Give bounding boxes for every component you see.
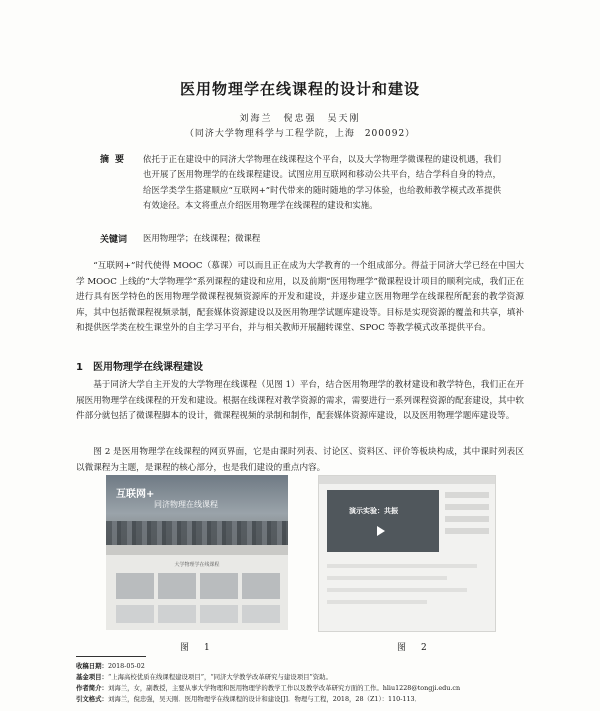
footnote-rule [76,656,146,657]
affiliation: （同济大学物理科学与工程学院，上海 200092） [184,129,416,139]
section-paragraph-1: 基于同济大学自主开发的大学物理在线课程（见图 1）平台，结合医用物理学的教材建设和教学特色，我们正在开展医用物理学在线课程的开发和建设。根据在线课程对教学资源的需求，需要进行一系列课程资源的配套建设，其中软件部分就包括了微课程脚本的设计，微课程视频的录制和制作，配套媒体资源库建设，以及医用物理学题库建设等。 [76,380,524,422]
fig2-text-line [327,588,467,592]
abstract-label: 摘要 [100,155,131,165]
footnote-value: 2018-05-02 [107,662,145,670]
fig2-top-bar [319,476,495,484]
fig1-thumbnail [242,573,280,599]
footnote-received [76,661,536,671]
figure-2-caption: 图 2 [397,643,430,653]
fig1-nav-bar [106,545,288,555]
figure-2-screenshot [318,475,496,632]
footnote-label: 作者简介： [76,684,108,692]
figure-1-screenshot [106,475,288,630]
paper-title: 医用物理学在线课程的设计和建设 [179,80,420,98]
footnote-value: 刘海兰，女，副教授，主要从事大学物理和医用物理学的教学工作以及教学改革研究方面的工作。hliu1228@tongji.edu.cn [107,684,461,692]
fig2-text-line [327,600,427,604]
fig2-sidebar-item [445,528,489,534]
fig1-thumbnail [158,573,196,599]
footnote-value: 刘海兰，倪忠强，吴天刚．医用物理学在线课程的设计和建设[J]．物理与工程，2018，28（Z1）：110-113． [107,695,421,703]
section-heading: 1 医用物理学在线课程建设 [76,362,203,373]
footnote-author [76,683,536,693]
intro-paragraph: “互联网+”时代使得 MOOC（慕课）可以而且正在成为大学教育的一个组成部分。得益于同济大学已经在中国大学 MOOC 上线的“大学物理学”系列课程的建设和应用，以及前期“医用物理学”微课程设计项目的顺利完成，我们正在进行具有医学特色的医用物理学微课程视频资源库的开发和建设，并逐步建立医用物理学在线课程所配套的教学资源库，其中包括微课程视频录制，配套媒体资源建设以及医用物理学试题库建设等。目标是实现资源的覆盖和共享，填补和提供医学类在校生课堂外的自主学习平台，并与相关教师开展翻转课堂、SPOC 等教学模式改革提供平台。 [76,261,524,334]
fig2-sidebar-item [445,492,489,498]
footnote-label: 基金项目： [76,673,108,681]
section-paragraph-2: 图 2 是医用物理学在线课程的网页界面，它是由课时列表、讨论区、资料区、评价等板块构成，其中课时列表区以微课程为主题，是课程的核心部分，也是我们建设的重点内容。 [76,447,524,473]
fig2-video-player [327,490,439,552]
footnote-citation [76,694,536,704]
fig2-video-title: 演示实验：共振 [349,507,398,515]
keywords-text: 医用物理学；在线课程；微课程 [143,233,261,243]
fig2-sidebar-item [445,516,489,522]
fig2-sidebar-item [445,504,489,510]
fig1-thumbnail [200,605,238,623]
footnote-label: 收稿日期： [76,662,108,670]
footnote-label: 引文格式： [76,695,108,703]
fig1-thumbnail [200,573,238,599]
fig1-thumbnail [158,605,196,623]
fig1-logo: 互联网+ [116,489,155,500]
fig1-banner-text: 同济物理在线课程 [154,500,218,509]
figure-1-caption: 图 1 [180,643,213,653]
fig2-text-line [327,576,447,580]
fig1-city-skyline [106,521,288,545]
footnote-fund [76,672,536,682]
fig2-text-line [327,564,477,568]
fig1-thumbnail [242,605,280,623]
author-list: 刘海兰 倪忠强 吴天刚 [239,114,361,124]
keywords-label: 关键词 [100,235,128,245]
abstract-text: 依托于正在建设中的同济大学物理在线课程这个平台，以及大学物理学微课程的建设机遇，我们也开展了医用物理学的在线课程建设。试图应用互联网和移动公共平台，结合学科自身的特点，给医学类学生搭建顺应“互联网+”时代带来的随时随地的学习体验，也给教师教学模式改革提供有效途径。本文将重点介绍医用物理学在线课程的建设和实施。 [143,154,501,211]
play-icon [377,526,385,536]
fig1-subtitle: 大学物理学在线课程 [174,562,220,568]
fig1-thumbnail [116,573,154,599]
fig1-thumbnail [116,605,154,623]
footnote-value: “上海高校优质在线课程建设项目”，“同济大学教学改革研究与建设项目”资助。 [107,673,332,681]
